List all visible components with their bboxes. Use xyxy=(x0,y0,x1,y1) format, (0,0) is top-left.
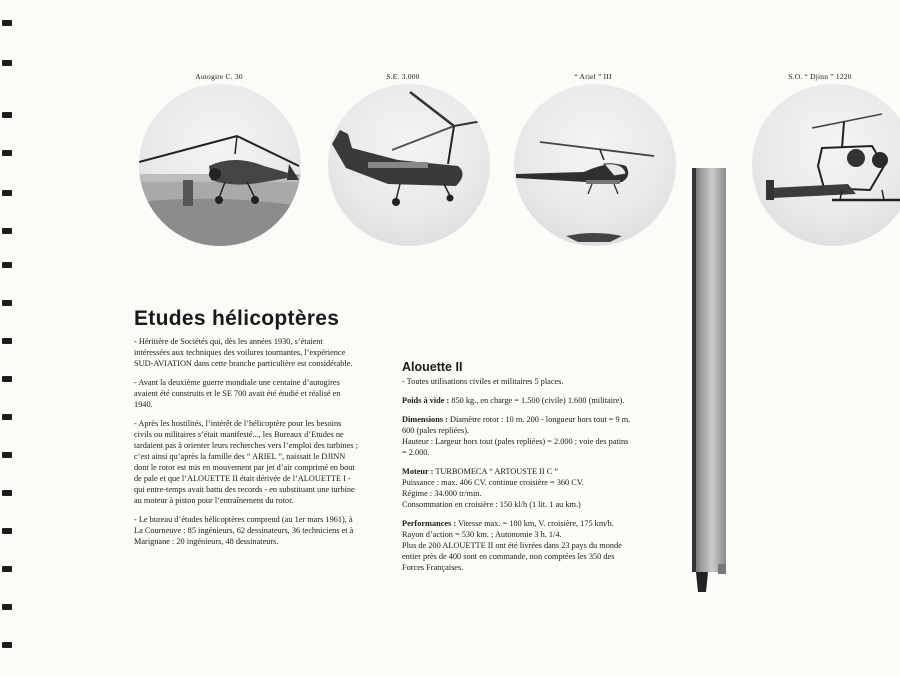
spec-perf-text: Vitesse max. = 180 km, V. croisière, 175 km/h. xyxy=(458,519,614,528)
spec-dim-line2: Hauteur : Largeur hors tout (pales repliées) = 2.000 ; voie des patins = 2.000. xyxy=(402,437,629,457)
spec-moteur-line3: Régime : 34.000 tr/min. xyxy=(402,489,482,498)
spec-perf-line2: Rayon d’action = 530 km. ; Autonomie 3 h. 1/4. xyxy=(402,530,562,539)
spec-dimensions xyxy=(402,414,634,458)
spec-dim-text: Diamètre rotor : 10 m. 200 - longueur hors tout = 9 m. 600 (pales repliées). xyxy=(402,415,631,435)
spec-perf-label: Performances : xyxy=(402,519,457,528)
ariel-photo xyxy=(514,84,676,246)
spec-dim-label: Dimensions : xyxy=(402,415,448,424)
spec-poids-text: 850 kg., en charge = 1.500 (civile) 1.600 (militaire). xyxy=(451,396,625,405)
paragraph-postwar: - Après les hostilités, l’intérêt de l’hélicoptère pour les besoins civils ou militaires s’était manifesté..., les Bureaux d’Etudes ne tardaient pas à orienter leurs recherches vers l’emploi des turbines ; c’est ainsi qu’après la famille des “ ARIEL ”, naissait le DJINN dont le rotor est mis en mouvement par jet d’air comprimé en bout de pale et que l’ALOUETTE II était dérivée de l’ALOUETTE I - qui entre-temps avait battu des records - en substituant une turbine au moteur à piston pour l’entraînement du rotor. xyxy=(134,419,358,505)
page-title: Etudes hélicoptères xyxy=(134,307,340,330)
paragraph-autogires: - Avant la deuxième guerre mondiale une centaine d’autogires avaient été construits et le SE 700 avait été étudié et réalisé en 1940. xyxy=(134,378,341,409)
spec-moteur-line4: Consommation en croisière : 150 kl/h (1 lit. 1 au km.) xyxy=(402,500,581,509)
spec-poids xyxy=(402,395,634,406)
paragraph-bureau: - Le bureau d’études hélicoptères comprend (au 1er mars 1961), à La Courneuve : 85 ingénieurs, 62 dessinateurs, 36 techniciens et à Marignane : 20 ingénieurs, 48 dessinateurs. xyxy=(134,515,354,546)
spiral-binding xyxy=(0,0,16,676)
caption-ariel: “ Ariel ” III xyxy=(574,72,612,81)
paragraph-heritage: - Héritière de Sociétés qui, dès les années 1930, s’étaient intéressées aux techniques des voilures tournantes, l’expérience SUD-AVIATION dans cette branche particulière est considérable. xyxy=(134,337,353,368)
djinn-photo xyxy=(752,84,900,246)
specs-column xyxy=(402,376,634,581)
caption-autogire: Autogire C. 30 xyxy=(195,72,243,81)
rotor-blade-photo xyxy=(690,168,728,592)
spec-perf-line3: Plus de 200 ALOUETTE II ont été livrées dans 23 pays du monde entier près de 400 sont en commande, non comptées les 350 des Forces Françaises. xyxy=(402,541,622,572)
spec-moteur-line2: Puissance : max. 406 CV. continue croisière = 360 CV. xyxy=(402,478,584,487)
intro-column xyxy=(134,336,358,555)
caption-djinn: S.O. “ Djinn ” 1220 xyxy=(788,72,852,81)
spec-moteur-text: TURBOMECA “ ARTOUSTE II C ” xyxy=(435,467,559,476)
autogire-photo xyxy=(139,84,301,246)
caption-se3000: S.E. 3.000 xyxy=(386,72,420,81)
se3000-photo xyxy=(328,84,490,246)
spec-poids-label: Poids à vide : xyxy=(402,396,450,405)
spec-performances xyxy=(402,518,634,573)
spec-moteur-label: Moteur : xyxy=(402,467,434,476)
alouette-title: Alouette II xyxy=(402,360,463,374)
spec-moteur xyxy=(402,466,634,510)
alouette-intro: - Toutes utilisations civiles et militaires 5 places. xyxy=(402,377,564,386)
